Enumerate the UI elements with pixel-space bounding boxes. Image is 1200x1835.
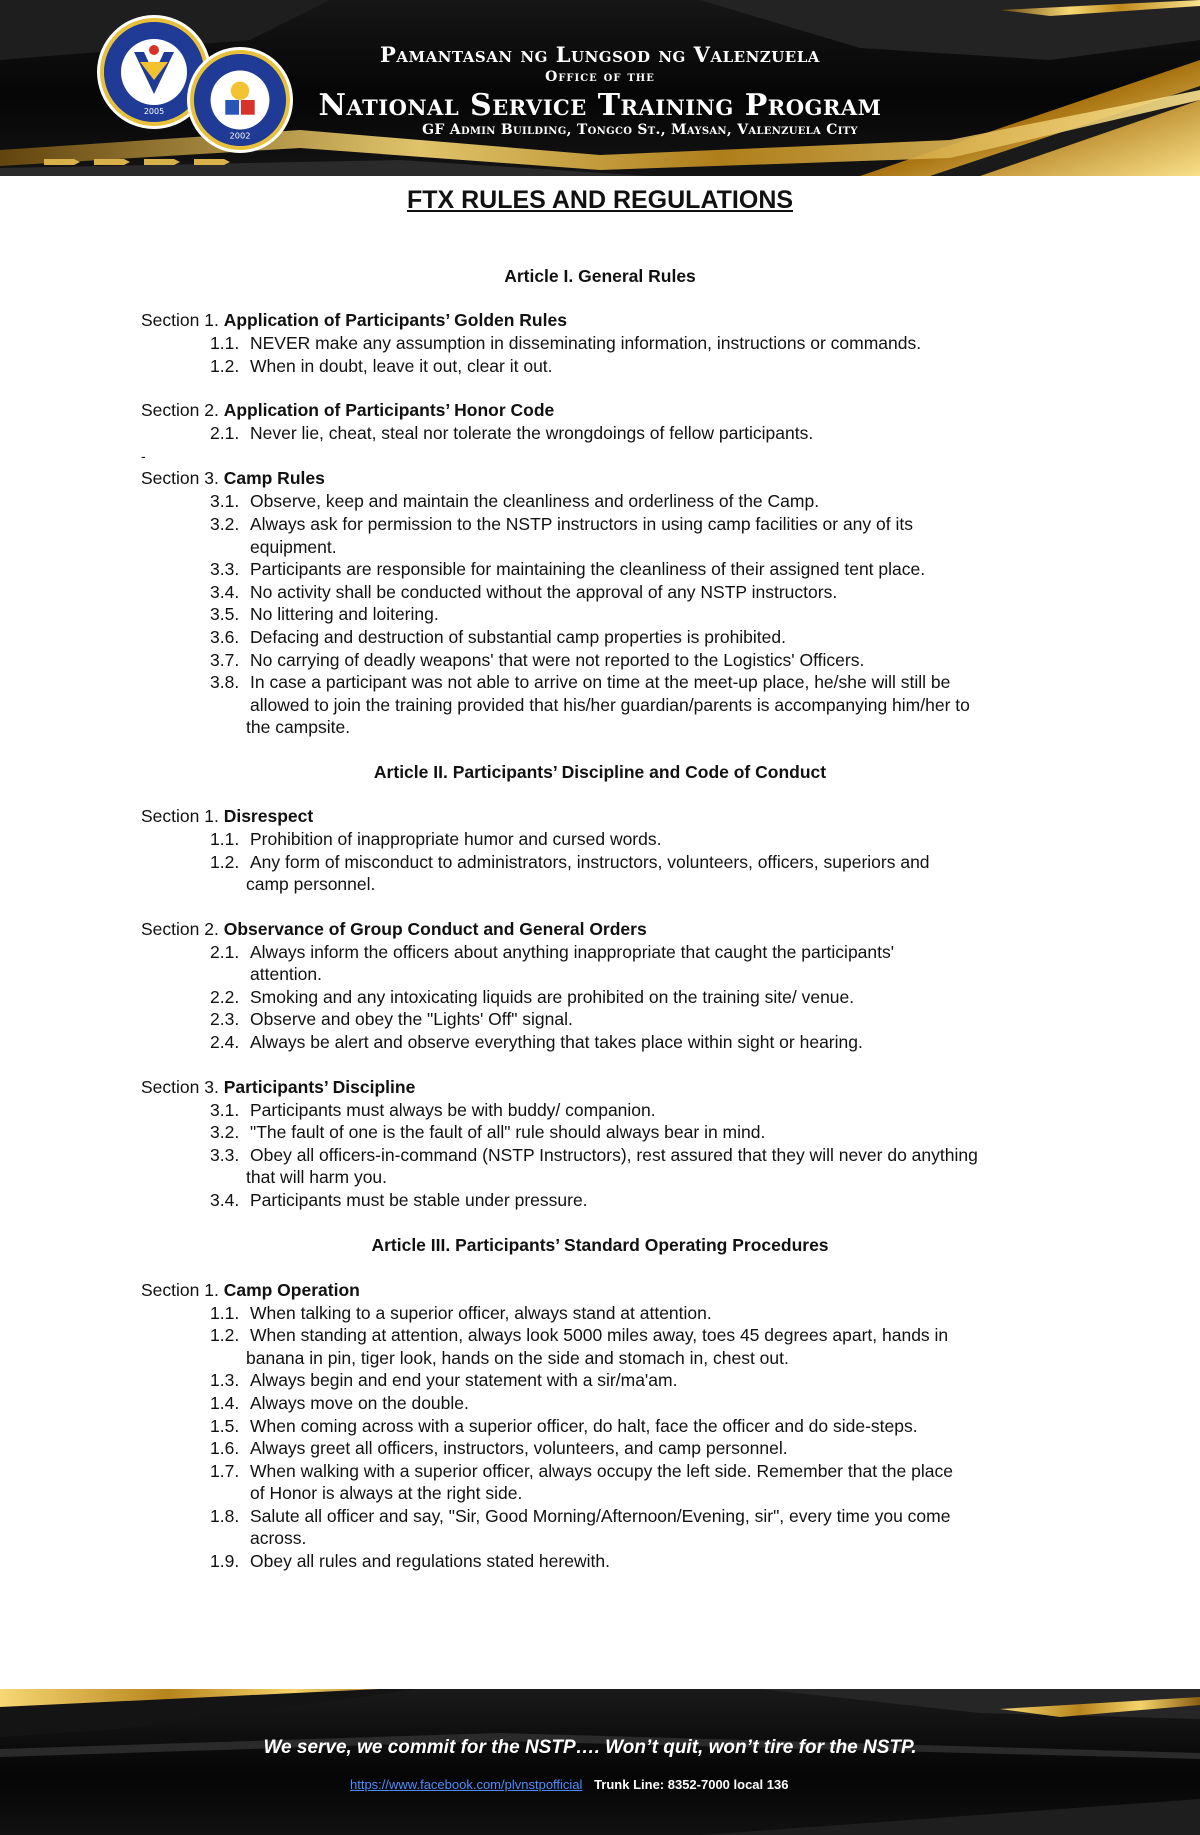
rule-item-continuation: allowed to join the training provided that his/her guardian/parents is accompanying him/her to: [250, 695, 970, 715]
rule-item: 3.2. "The fault of one is the fault of all" rule should always bear in mind.: [210, 1122, 766, 1142]
section-heading: Section 3. Camp Rules: [141, 468, 325, 488]
rule-item: 1.1. When talking to a superior officer, always stand at attention.: [210, 1303, 712, 1323]
svg-text:2005: 2005: [143, 107, 165, 116]
rule-item-continuation: that will harm you.: [246, 1167, 388, 1187]
article-title: Article II. Participants’ Discipline and Code of Conduct: [373, 762, 827, 782]
rule-item: 1.5. When coming across with a superior officer, do halt, face the officer and do side-steps.: [210, 1416, 918, 1436]
rule-item: 3.8. In case a participant was not able to arrive on time at the meet-up place, he/she will still be: [210, 672, 951, 692]
stray-mark: -: [141, 448, 146, 464]
rule-item: 1.9. Obey all rules and regulations stated herewith.: [210, 1551, 610, 1571]
article-title: Article I. General Rules: [504, 266, 696, 286]
trunk-line: Trunk Line: 8352-7000 local 136: [594, 1777, 789, 1792]
arrow-decoration-icon: [44, 156, 264, 168]
rule-item: 2.3. Observe and obey the "Lights' Off" signal.: [210, 1009, 573, 1029]
document-title: FTX RULES AND REGULATIONS: [406, 186, 794, 214]
office-address: GF Admin Building, Tongco St., Maysan, Valenzuela City: [422, 122, 858, 138]
rule-item: 3.5. No littering and loitering.: [210, 604, 439, 624]
section-heading: Section 3. Participants’ Discipline: [141, 1077, 416, 1097]
footer-banner: [0, 1689, 1200, 1835]
rule-item: 1.6. Always greet all officers, instructors, volunteers, and camp personnel.: [210, 1438, 788, 1458]
rule-item: 2.2. Smoking and any intoxicating liquids are prohibited on the training site/ venue.: [210, 987, 855, 1007]
program-name: National Service Training Program: [318, 88, 882, 123]
rule-item: 3.1. Participants must always be with buddy/ companion.: [210, 1100, 656, 1120]
rule-item: 1.2. When in doubt, leave it out, clear it out.: [210, 356, 553, 376]
rule-item: 2.1. Always inform the officers about anything inappropriate that caught the participants': [210, 942, 895, 962]
rule-item: 1.1. Prohibition of inappropriate humor and cursed words.: [210, 829, 662, 849]
rule-item-continuation: across.: [250, 1528, 307, 1548]
rule-item-continuation: attention.: [250, 964, 322, 984]
rule-item: 3.4. Participants must be stable under pressure.: [210, 1190, 588, 1210]
rule-item-continuation: of Honor is always at the right side.: [250, 1483, 523, 1503]
section-heading: Section 1. Application of Participants’ Golden Rules: [141, 310, 567, 330]
rule-item: 3.6. Defacing and destruction of substantial camp properties is prohibited.: [210, 627, 786, 647]
rule-item: 1.4. Always move on the double.: [210, 1393, 469, 1413]
footer-gold-swoosh: [0, 1689, 1200, 1835]
rule-item: 1.2. When standing at attention, always look 5000 miles away, toes 45 degrees apart, hands in: [210, 1325, 949, 1345]
footer-motto: We serve, we commit for the NSTP…. Won’t quit, won’t tire for the NSTP.: [263, 1737, 917, 1758]
header-banner: [0, 0, 1200, 176]
svg-text:2002: 2002: [229, 130, 251, 141]
rule-item-continuation: banana in pin, tiger look, hands on the side and stomach in, chest out.: [246, 1348, 789, 1368]
rule-item-continuation: the campsite.: [246, 717, 351, 737]
rule-item: 1.2. Any form of misconduct to administrators, instructors, volunteers, officers, superiors and: [210, 852, 930, 872]
rule-item: 3.2. Always ask for permission to the NSTP instructors in using camp facilities or any of its: [210, 514, 913, 534]
rule-item: 3.4. No activity shall be conducted without the approval of any NSTP instructors.: [210, 582, 838, 602]
rule-item: 3.1. Observe, keep and maintain the cleanliness and orderliness of the Camp.: [210, 491, 820, 511]
article-title: Article III. Participants’ Standard Operating Procedures: [371, 1235, 829, 1255]
rule-item: 1.7. When walking with a superior officer, always occupy the left side. Remember that the place: [210, 1461, 953, 1481]
rule-item: 3.7. No carrying of deadly weapons' that were not reported to the Logistics' Officers.: [210, 650, 865, 670]
rule-item-continuation: camp personnel.: [246, 874, 376, 894]
facebook-link[interactable]: https://www.facebook.com/plvnstpofficial: [350, 1777, 583, 1792]
section-heading: Section 2. Application of Participants’ Honor Code: [141, 400, 555, 420]
rule-item: 1.8. Salute all officer and say, "Sir, Good Morning/Afternoon/Evening, sir", every time you come: [210, 1506, 951, 1526]
rule-item: 3.3. Participants are responsible for maintaining the cleanliness of their assigned tent place.: [210, 559, 926, 579]
footer-contact: [350, 1777, 788, 1792]
section-heading: Section 1. Camp Operation: [141, 1280, 360, 1300]
rule-item: 3.3. Obey all officers-in-command (NSTP Instructors), rest assured that they will never do anything: [210, 1145, 978, 1165]
rule-item: 2.4. Always be alert and observe everything that takes place within sight or hearing.: [210, 1032, 863, 1052]
office-label: Office of the: [545, 69, 655, 85]
rule-item: 1.1. NEVER make any assumption in disseminating information, instructions or commands.: [210, 333, 922, 353]
rule-item: 1.3. Always begin and end your statement with a sir/ma'am.: [210, 1370, 678, 1390]
section-heading: Section 1. Disrespect: [141, 806, 314, 826]
rule-item: 2.1. Never lie, cheat, steal nor tolerate the wrongdoings of fellow participants.: [210, 423, 814, 443]
university-name: Pamantasan ng Lungsod ng Valenzuela: [380, 42, 820, 67]
section-heading: Section 2. Observance of Group Conduct and General Orders: [141, 919, 647, 939]
rule-item-continuation: equipment.: [250, 537, 337, 557]
